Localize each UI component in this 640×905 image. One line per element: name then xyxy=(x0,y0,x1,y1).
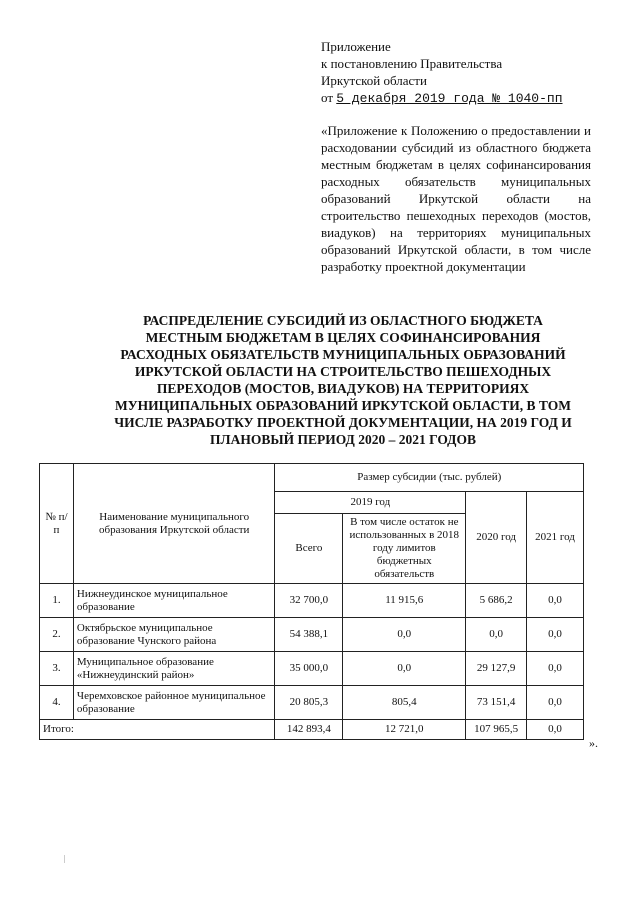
row-name: Черемховское районное муниципальное образование xyxy=(73,686,275,720)
document-title: РАСПРЕДЕЛЕНИЕ СУБСИДИЙ ИЗ ОБЛАСТНОГО БЮДЖЕТА МЕСТНЫМ БЮДЖЕТАМ В ЦЕЛЯХ СОФИНАНСИРОВАНИЯ РАСХОДНЫХ ОБЯЗАТЕЛЬСТВ МУНИЦИПАЛЬНЫХ ОБРАЗОВАНИЙ ИРКУТСКОЙ ОБЛАСТИ НА СТРОИТЕЛЬСТВО ПЕШЕХОДНЫХ ПЕРЕХОДОВ (МОСТОВ, ВИАДУКОВ) НА ТЕРРИТОРИЯХ МУНИЦИПАЛЬНЫХ ОБРАЗОВАНИЙ ИРКУТСКОЙ ОБЛАСТИ, В ТОМ ЧИСЛЕ РАЗРАБОТКУ ПРОЕКТНОЙ ДОКУМЕНТАЦИИ, НА 2019 ГОД И ПЛАНОВЫЙ ПЕРИОД 2020 – 2021 ГОДОВ xyxy=(114,313,572,447)
scan-mark xyxy=(64,855,65,863)
totals-total: 142 893,4 xyxy=(275,720,343,740)
row-2021: 0,0 xyxy=(527,584,584,618)
row-name: Нижнеудинское муниципальное образование xyxy=(73,584,275,618)
row-2021: 0,0 xyxy=(527,686,584,720)
header-2021: 2021 год xyxy=(527,492,584,584)
row-total: 35 000,0 xyxy=(275,652,343,686)
row-2021: 0,0 xyxy=(527,652,584,686)
row-total: 20 805,3 xyxy=(275,686,343,720)
row-2021: 0,0 xyxy=(527,618,584,652)
date-prefix: от xyxy=(321,90,334,105)
appendix-line-3: Иркутской области xyxy=(321,73,427,88)
header-name: Наименование муниципального образования Иркутской области xyxy=(73,464,275,584)
row-2020: 5 686,2 xyxy=(466,584,527,618)
table-row xyxy=(40,686,584,720)
appendix-header xyxy=(321,38,591,107)
table-row xyxy=(40,584,584,618)
row-num: 3. xyxy=(40,652,74,686)
header-num: № п/п xyxy=(40,464,74,584)
row-incl: 11 915,6 xyxy=(343,584,466,618)
totals-row xyxy=(40,720,584,740)
appendix-line-1: Приложение xyxy=(321,39,391,54)
row-2020: 73 151,4 xyxy=(466,686,527,720)
row-incl: 0,0 xyxy=(343,652,466,686)
subsidy-table xyxy=(39,463,584,740)
header-total: Всего xyxy=(275,514,343,584)
totals-2021: 0,0 xyxy=(527,720,584,740)
header-2020: 2020 год xyxy=(466,492,527,584)
row-2020: 0,0 xyxy=(466,618,527,652)
table-row xyxy=(40,618,584,652)
appendix-date-line xyxy=(321,89,591,107)
date-filled: 5 декабря 2019 года № 1040-пп xyxy=(336,91,563,106)
table-row xyxy=(40,652,584,686)
row-total: 54 388,1 xyxy=(275,618,343,652)
row-num: 4. xyxy=(40,686,74,720)
header-incl: В том числе остаток не использованных в 2018 году лимитов бюджетных обязательств xyxy=(343,514,466,584)
row-total: 32 700,0 xyxy=(275,584,343,618)
row-name: Октябрьское муниципальное образование Чунского района xyxy=(73,618,275,652)
row-incl: 805,4 xyxy=(343,686,466,720)
row-name: Муниципальное образование «Нижнеудинский район» xyxy=(73,652,275,686)
row-incl: 0,0 xyxy=(343,618,466,652)
closing-quote: ». xyxy=(589,736,598,750)
header-2019: 2019 год xyxy=(275,492,466,514)
header-size: Размер субсидии (тыс. рублей) xyxy=(275,464,584,492)
appendix-line-2: к постановлению Правительства xyxy=(321,56,503,71)
totals-2020: 107 965,5 xyxy=(466,720,527,740)
row-num: 1. xyxy=(40,584,74,618)
totals-label: Итого: xyxy=(40,720,275,740)
row-num: 2. xyxy=(40,618,74,652)
row-2020: 29 127,9 xyxy=(466,652,527,686)
totals-incl: 12 721,0 xyxy=(343,720,466,740)
appendix-to-regulation: «Приложение к Положению о предоставлении и расходовании субсидий из областного бюджета местным бюджетам в целях софинансирования расходных обязательств муниципальных образований Иркутской области на строительство пешеходных переходов (мостов, виадуков) на территориях муниципальных образований Иркутской области, в том числе разработку проектной документации xyxy=(321,123,591,274)
